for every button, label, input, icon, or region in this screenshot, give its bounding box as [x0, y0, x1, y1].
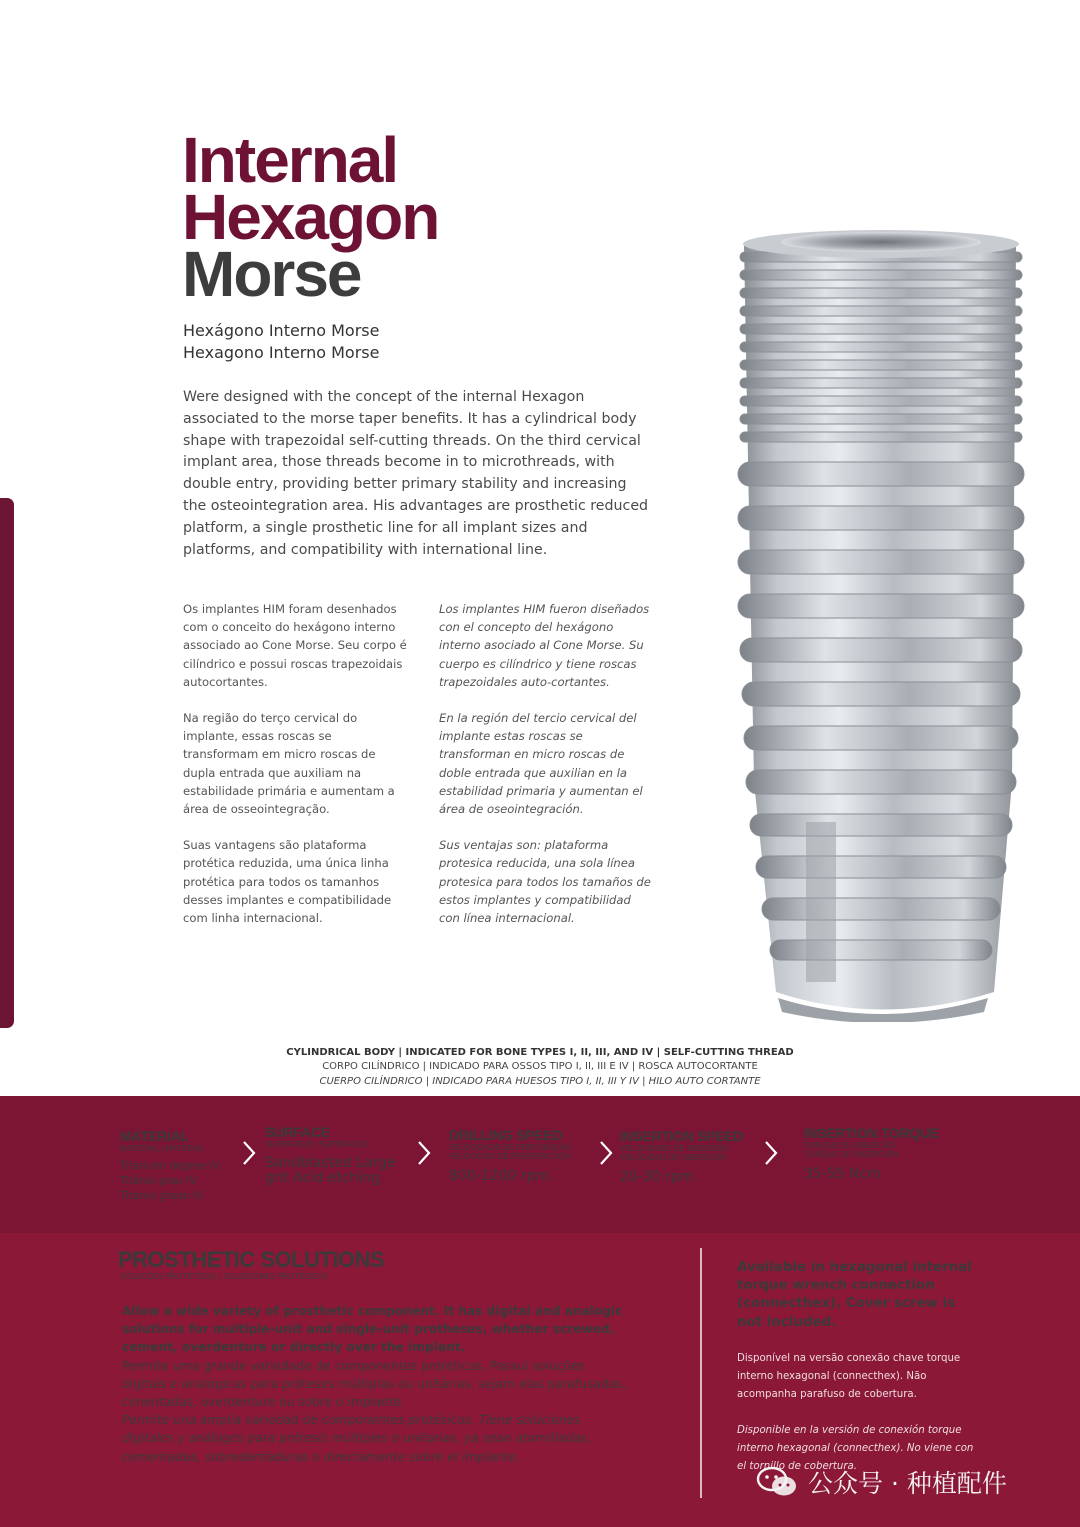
- spec-surface-sub: SUPERFÍCIE | SUPERFICIE: [265, 1140, 368, 1149]
- prosthetic-solutions-sub: SOLUÇÕES PROTÉTICAS | SOLUCIONES PROTÉSICAS: [120, 1272, 329, 1281]
- es-paragraph-1: Los implantes HIM fueron diseñados con el concepto del hexágono interno asociado al Cone Morse. Su cuerpo es cilíndrico y tiene roscas trapezoidales auto-cortantes.: [439, 602, 650, 689]
- spec-insertion-torque-sub-pt: TORQUE DE INSERÇÃO: [804, 1141, 896, 1150]
- spec-surface: [265, 1125, 396, 1186]
- es-paragraph-2: En la región del tercio cervical del implante estas roscas se transforman en micro roscas de doble entrada que auxilian en la estabilidad primaria y aumentan el área de oseointegración.: [439, 711, 643, 817]
- chevron-right-icon: [242, 1140, 256, 1166]
- pt-paragraph-1: Os implantes HIM foram desenhados com o conceito do hexágono interno associado ao Cone Morse. Seu corpo é cilíndrico e possui roscas trapezoidais autocortantes.: [183, 602, 407, 689]
- spec-drilling-sub-es: VELOCIDAD DE PERFORACIÓN: [449, 1152, 570, 1161]
- surface-value-line-2: grit Acid etching: [265, 1170, 381, 1186]
- page-title: [182, 124, 439, 310]
- pt-paragraph-2: Na região do terço cervical do implante, essas roscas se transformam em micro roscas de dupla entrada que auxiliam na estabilidade primária e aumentam a área de osseointegração.: [183, 711, 395, 817]
- spec-drilling-speed: [449, 1128, 572, 1184]
- wechat-icon: [756, 1465, 798, 1499]
- availability-block: [737, 1259, 977, 1476]
- availability-en: Available in hexagonal internal torque wrench connection (connecthex). Cover screw is not included.: [737, 1260, 972, 1330]
- title-line-2: Hexagon: [182, 181, 439, 253]
- portuguese-column: [183, 600, 408, 945]
- intro-paragraph: Were designed with the concept of the internal Hexagon associated to the morse taper benefits. It has a cylindrical body shape with trapezoidal self-cutting threads. On the third cervical implant area, those threads become in to microthreads, with double entry, providing better primary stability and increasing the osteointegration area. His advantages are prosthetic reduced platform, a single prosthetic line for all implant sizes and platforms, and compatibility with international line.: [183, 389, 649, 558]
- spec-material-title: MATERIAL: [120, 1128, 189, 1144]
- indications-es: CUERPO CILÍNDRICO | INDICADO PARA HUESOS TIPO I, II, III Y IV | HILO AUTO CORTANTE: [319, 1075, 761, 1087]
- chevron-right-icon: [417, 1140, 431, 1166]
- spec-drilling-value: 800-1200 rpm.: [449, 1168, 554, 1184]
- indications-pt: CORPO CILÍNDRICO | INDICADO PARA OSSOS TIPO I, II, III E IV | ROSCA AUTOCORTANTE: [322, 1061, 758, 1073]
- spec-insertion-torque-value: 35-55 Ncm: [804, 1166, 881, 1182]
- spec-insertion-torque-title: INSERTION TORQUE: [804, 1125, 939, 1141]
- availability-pt: Disponível na versão conexão chave torque interno hexagonal (connecthex). Não acompanha parafuso de cobertura.: [737, 1352, 961, 1400]
- spec-insertion-speed-sub-pt: VELOCIDADE DE INSERÇÃO: [620, 1144, 729, 1153]
- spanish-column: [439, 600, 654, 945]
- subtitle-block: [183, 320, 379, 364]
- spec-material-sub: MATERIAL | MATERIAL: [120, 1144, 206, 1153]
- spec-insertion-torque-sub-es: TORQUE DE INSERCIÓN: [804, 1150, 899, 1159]
- spec-surface-values: [265, 1156, 396, 1186]
- spec-surface-title: SURFACE: [265, 1124, 330, 1140]
- spec-material-values: [120, 1159, 220, 1204]
- material-value-pt: Titânio grau IV: [120, 1175, 197, 1187]
- subtitle-pt: Hexágono Interno Morse: [183, 321, 380, 340]
- material-value-en: Titanium degree IV: [120, 1160, 220, 1172]
- es-paragraph-3: Sus ventajas son: plataforma protesica reducida, una sola línea protesica para todos los tamaños de estos implantes y compatibilidad con línea internacional.: [439, 838, 651, 926]
- title-line-1: Internal: [182, 124, 398, 196]
- prosthetic-text-en: Allow a wide variety of prosthetic component. It has digital and analogic solutions for multiple-unit and single-unit protheses, whether screwed, cement, overdenture or directly over the implant.: [122, 1304, 623, 1355]
- spec-insertion-speed: [620, 1129, 743, 1185]
- dental-implant-image: [736, 222, 1026, 1022]
- spec-insertion-torque: [804, 1126, 939, 1182]
- chevron-right-icon: [599, 1140, 613, 1166]
- subtitle-es: Hexagono Interno Morse: [183, 343, 380, 362]
- prosthetic-text-es: Permite una amplia variedad de componentes protésicos. Tiene soluciones digitales y análogos para prótesis múltiples o unitarias, ya sean atornilladas, cementadas, sobredentaduras o directamente sobre el implante.: [122, 1413, 591, 1464]
- prosthetic-solutions-title: PROSTHETIC SOLUTIONS: [118, 1247, 385, 1272]
- prosthetic-solutions-text: [122, 1302, 627, 1466]
- side-tab-accent: [0, 498, 14, 1028]
- spec-insertion-speed-title: INSERTION SPEED: [620, 1128, 744, 1144]
- spec-insertion-speed-sub-es: VELOCIDAD DE INSERCIÓN: [620, 1153, 727, 1162]
- watermark: [756, 1464, 1007, 1500]
- spec-insertion-speed-value: 20-30 rpm.: [620, 1169, 698, 1185]
- surface-value-line-1: Sandblasted Large: [265, 1155, 396, 1171]
- title-line-3: Morse: [182, 238, 361, 310]
- spec-material: [120, 1129, 220, 1204]
- availability-es: Disponible en la versión de conexión torque interno hexagonal (connecthex). No viene con el tornillo de cobertura.: [737, 1424, 974, 1472]
- chevron-right-icon: [764, 1140, 778, 1166]
- vertical-divider: [700, 1248, 702, 1498]
- indications-block: [0, 1046, 1080, 1089]
- spec-drilling-sub-pt: VELOCIDADE DE PERFURAÇÃO: [449, 1143, 572, 1152]
- material-value-es: Titanio grado IV: [120, 1190, 204, 1202]
- indications-en: CYLINDRICAL BODY | INDICATED FOR BONE TYPES I, II, III, AND IV | SELF-CUTTING THREAD: [286, 1047, 794, 1058]
- pt-paragraph-3: Suas vantagens são plataforma protética reduzida, uma única linha protética para todos os tamanhos desses implantes e compatibilidade com linha internacional.: [183, 838, 392, 926]
- watermark-text: 公众号 · 种植配件: [808, 1469, 1007, 1498]
- intro-text: [183, 387, 653, 561]
- prosthetic-text-pt: Permite uma grande variedade de componentes protéticos. Possui soluções digitais e analógicas para próteses múltiplas ou unitárias, sejam elas parafusadas, cimentadas, overdenture ou sobre o implante.: [122, 1358, 627, 1410]
- spec-drilling-title: DRILLING SPEED: [449, 1127, 563, 1143]
